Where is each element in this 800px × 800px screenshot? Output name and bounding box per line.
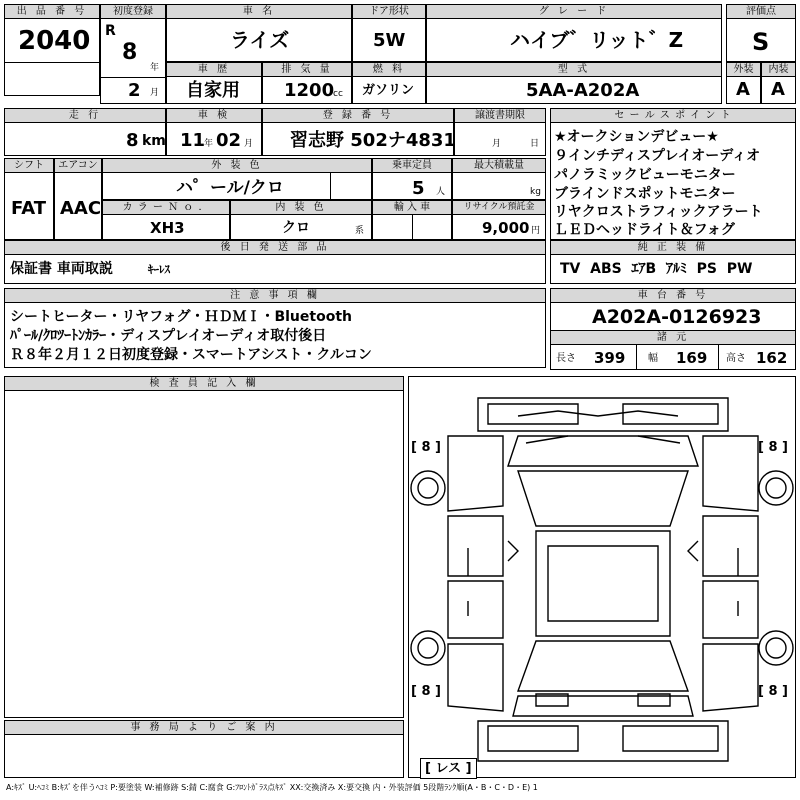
inspection-year-unit: 年 <box>204 139 214 149</box>
equipment: TV ABS ｴｱB ｱﾙﾐ PS PW <box>560 261 753 277</box>
sales-point: リヤクロストラフィックアラート <box>554 204 763 220</box>
aircon: AAC <box>60 198 102 219</box>
mileage-unit: km <box>142 133 166 149</box>
note-line: Ｒ８年２月１２日初度登録・スマートアシスト・クルコン <box>10 347 372 363</box>
max-load-label: 最大積載量 <box>452 158 546 173</box>
inspection-label: 車 検 <box>166 108 262 123</box>
displacement-label: 排 気 量 <box>262 62 352 77</box>
shift: FAT <box>11 198 47 219</box>
inspector-box <box>4 376 404 718</box>
sales-point: ★オークションデビュー★ <box>554 129 719 145</box>
note-line: ﾊﾟｰﾙ/ｸﾛﾂｰﾄﾝｶﾗｰ・ディスプレイオーディオ取付後日 <box>10 328 327 344</box>
fuel: ガソリン <box>362 83 415 98</box>
inspection-month-unit: 月 <box>244 139 254 149</box>
spec-length-label: 長さ <box>556 353 576 364</box>
sales-point: ９インチディスプレイオーディオ <box>554 148 761 164</box>
car-name: ライズ <box>230 28 290 52</box>
score: S <box>752 28 770 56</box>
note-line: シートヒーター・リヤフォグ・ＨＤＭＩ・Bluetooth <box>10 309 352 325</box>
recycle-unit: 円 <box>531 226 541 236</box>
recycle: 9,000 <box>482 219 530 237</box>
int-color: クロ <box>282 220 310 236</box>
capacity-label: 乗車定員 <box>372 158 452 173</box>
history-label: 車 歴 <box>166 62 262 77</box>
sales-point: ＬＥＤヘッドライト＆フォグ <box>554 222 735 238</box>
displacement: 1200 <box>284 80 335 101</box>
model-label: 型 式 <box>426 62 722 77</box>
tire-front-left: [ 8 ] <box>411 440 441 455</box>
shift-label: シフト <box>4 158 54 173</box>
first-reg-month: 2 <box>128 80 141 101</box>
transfer-day-unit: 日 <box>530 139 540 149</box>
equipment-label: 純 正 装 備 <box>550 240 796 255</box>
int-color-unit: 系 <box>355 226 365 236</box>
capacity-unit: 人 <box>436 187 446 197</box>
capacity: 5 <box>412 178 425 199</box>
transfer-month-unit: 月 <box>492 139 502 149</box>
int-grade: A <box>771 79 785 100</box>
spec-height: 162 <box>756 349 788 367</box>
first-reg-month-unit: 月 <box>150 88 160 98</box>
inspection-month: 02 <box>216 130 242 151</box>
sales-point: パノラミックビューモニター <box>554 167 736 183</box>
specs-label: 諸 元 <box>550 330 796 345</box>
chassis-label: 車 台 番 号 <box>550 288 796 303</box>
registration-label: 登 録 番 号 <box>262 108 454 123</box>
int-color-label: 内 装 色 <box>230 200 372 215</box>
displacement-unit: cc <box>333 89 343 99</box>
mileage: 8 <box>126 130 139 151</box>
sales-points-label: セ ー ル ス ポ イ ン ト <box>550 108 796 123</box>
first-reg-era: R <box>105 23 116 39</box>
inspection-year: 11 <box>180 130 206 151</box>
car-name-label: 車 名 <box>166 4 352 19</box>
notes-label: 注 意 事 項 欄 <box>4 288 546 303</box>
ext-color: ハ゜ール/クロ <box>176 178 284 198</box>
ext-grade: A <box>736 79 750 100</box>
spec-width: 169 <box>676 349 708 367</box>
lot-label: 出 品 番 号 <box>4 4 100 19</box>
later-parts: 保証書 車両取説 <box>10 261 113 277</box>
fuel-label: 燃 料 <box>352 62 426 77</box>
color-no-label: カ ラ ー Ｎ ｏ ． <box>102 200 230 215</box>
first-reg-label: 初度登録 <box>100 4 166 19</box>
sales-point: ブラインドスポットモニター <box>554 186 736 202</box>
first-reg-year-unit: 年 <box>150 63 160 73</box>
lot-number: 2040 <box>18 26 91 56</box>
import-label: 輸 入 車 <box>372 200 452 215</box>
legend: A:ｷｽﾞ U:ﾍｺﾐ B:ｷｽﾞを伴うﾍｺﾐ P:要塗装 W:補修跡 S:錆 C:腐食 G:ﾌﾛﾝﾄｶﾞﾗｽ点ｷｽﾞ XX:交換済み X:要交換 内・外装評価 5段階ﾗﾝｸ順(A・B・C・D・E) 1 <box>6 783 538 792</box>
tire-rear-right: [ 8 ] <box>758 684 788 699</box>
car-diagram-icon <box>408 376 796 778</box>
color-no: XH3 <box>150 219 185 237</box>
tire-rear-left: [ 8 ] <box>411 684 441 699</box>
chassis-number: A202A-0126923 <box>592 306 762 328</box>
registration: 習志野 502ナ4831 <box>290 130 456 151</box>
mileage-label: 走 行 <box>4 108 166 123</box>
tire-front-right: [ 8 ] <box>758 440 788 455</box>
spec-width-label: 幅 <box>648 353 658 364</box>
inspector-label: 検 査 員 記 入 欄 <box>4 376 404 391</box>
later-parts-label: 後 日 発 送 部 品 <box>4 240 546 255</box>
max-load-unit: kg <box>530 187 541 197</box>
grade: ハイブ゛リット゛Z <box>510 28 684 52</box>
first-reg-year: 8 <box>122 40 138 65</box>
transfer-label: 譲渡書期限 <box>454 108 546 123</box>
recycle-label: リサイクル預託金 <box>452 200 546 215</box>
door-type: 5W <box>373 30 406 51</box>
spec-height-label: 高さ <box>726 353 746 364</box>
int-grade-label: 内装 <box>761 62 796 77</box>
tire-spare: [ レス ] <box>420 758 477 779</box>
score-label: 評価点 <box>726 4 796 19</box>
history: 自家用 <box>186 80 240 101</box>
later-parts-extra: ｷｰﾚｽ <box>148 263 170 276</box>
grade-label: グ レ ー ド <box>426 4 722 19</box>
door-label: ドア形状 <box>352 4 426 19</box>
spec-length: 399 <box>594 349 626 367</box>
office-label: 事 務 局 よ り ご 案 内 <box>4 720 404 735</box>
ext-grade-label: 外装 <box>726 62 761 77</box>
model-code: 5AA-A202A <box>526 80 640 101</box>
ext-color-label: 外 装 色 <box>102 158 372 173</box>
aircon-label: エアコン <box>54 158 102 173</box>
